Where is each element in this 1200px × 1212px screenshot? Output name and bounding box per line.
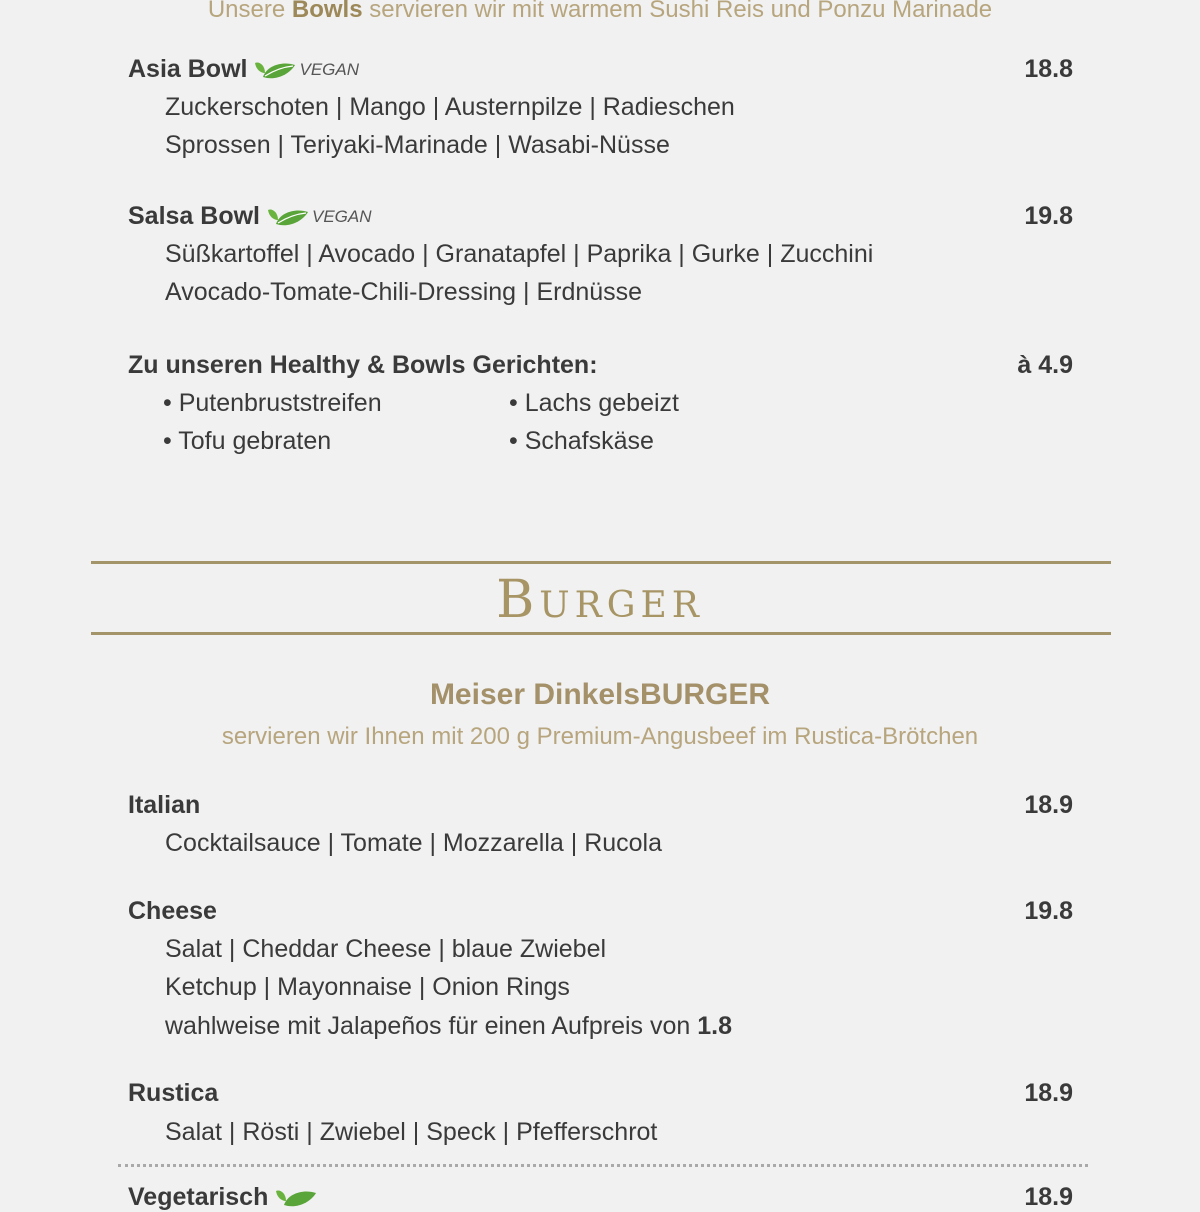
vegan-label: VEGAN (312, 206, 372, 226)
cheese-burger-line-1: Salat | Cheddar Cheese | blaue Zwiebel (165, 935, 607, 963)
italian-burger-price: 18.9 (1024, 791, 1073, 819)
addons-price: à 4.9 (1017, 351, 1073, 379)
bowls-intro (0, 0, 1200, 24)
rustica-burger-title: Rustica (128, 1079, 219, 1107)
section-title-burger: Burger (496, 570, 704, 630)
vegetarian-badge (274, 1187, 320, 1209)
vegetarisch-burger-price: 18.9 (1024, 1183, 1073, 1211)
asia-bowl-line-2: Sprossen | Teriyaki-Marinade | Wasabi-Nüsse (165, 131, 670, 159)
vegan-badge (253, 59, 359, 81)
salsa-bowl-title (128, 202, 372, 231)
rustica-burger-price: 18.9 (1024, 1079, 1073, 1107)
addons-title: Zu unseren Healthy & Bowls Gerichten: (128, 351, 598, 379)
asia-bowl-price: 18.8 (1024, 55, 1073, 83)
italian-burger-line-1: Cocktailsauce | Tomate | Mozzarella | Rucola (165, 829, 663, 857)
asia-bowl-line-1: Zuckerschoten | Mango | Austernpilze | Radieschen (165, 93, 735, 121)
burger-heading: Meiser DinkelsBURGER (429, 678, 771, 711)
burger-note: servieren wir Ihnen mit 200 g Premium-Angusbeef im Rustica-Brötchen (221, 723, 979, 750)
vegetarisch-burger-title (128, 1183, 320, 1212)
cheese-burger-extra-price: 1.8 (697, 1012, 733, 1040)
leaf-icon (253, 59, 297, 81)
vegan-badge (266, 206, 372, 228)
salsa-bowl-line-1: Süßkartoffel | Avocado | Granatapfel | Paprika | Gurke | Zucchini (165, 240, 874, 268)
addon-option: • Putenbruststreifen (163, 389, 382, 417)
leaf-icon (266, 206, 310, 228)
cheese-burger-title: Cheese (128, 897, 217, 925)
cheese-burger-extra-text: wahlweise mit Jalapeños für einen Aufpreis von (165, 1012, 698, 1040)
asia-bowl-title (128, 55, 359, 84)
section-divider-bottom (91, 632, 1111, 635)
section-divider-top (91, 561, 1111, 564)
salsa-bowl-name: Salsa Bowl (128, 202, 260, 230)
italian-burger-title: Italian (128, 791, 201, 819)
vegan-label: VEGAN (299, 59, 360, 79)
salsa-bowl-price: 19.8 (1024, 202, 1073, 230)
bowls-intro-bold: Bowls (291, 0, 363, 23)
cheese-burger-line-2: Ketchup | Mayonnaise | Onion Rings (165, 973, 570, 1001)
salsa-bowl-line-2: Avocado-Tomate-Chili-Dressing | Erdnüsse (165, 278, 643, 306)
dotted-separator (118, 1164, 1088, 1167)
bowls-intro-prefix: Unsere (207, 0, 292, 23)
addon-option: • Schafskäse (509, 427, 654, 455)
addon-option: • Tofu gebraten (163, 427, 332, 455)
cheese-burger-price: 19.8 (1024, 897, 1073, 925)
asia-bowl-name: Asia Bowl (128, 55, 248, 83)
bowls-intro-suffix: servieren wir mit warmem Sushi Reis und Ponzu Marinade (362, 0, 993, 23)
addon-option: • Lachs gebeizt (509, 389, 679, 417)
rustica-burger-line-1: Salat | Rösti | Zwiebel | Speck | Pfefferschrot (165, 1118, 658, 1146)
vegetarisch-burger-name: Vegetarisch (128, 1183, 269, 1211)
leaf-icon (274, 1187, 318, 1209)
cheese-burger-extra (165, 1012, 732, 1041)
